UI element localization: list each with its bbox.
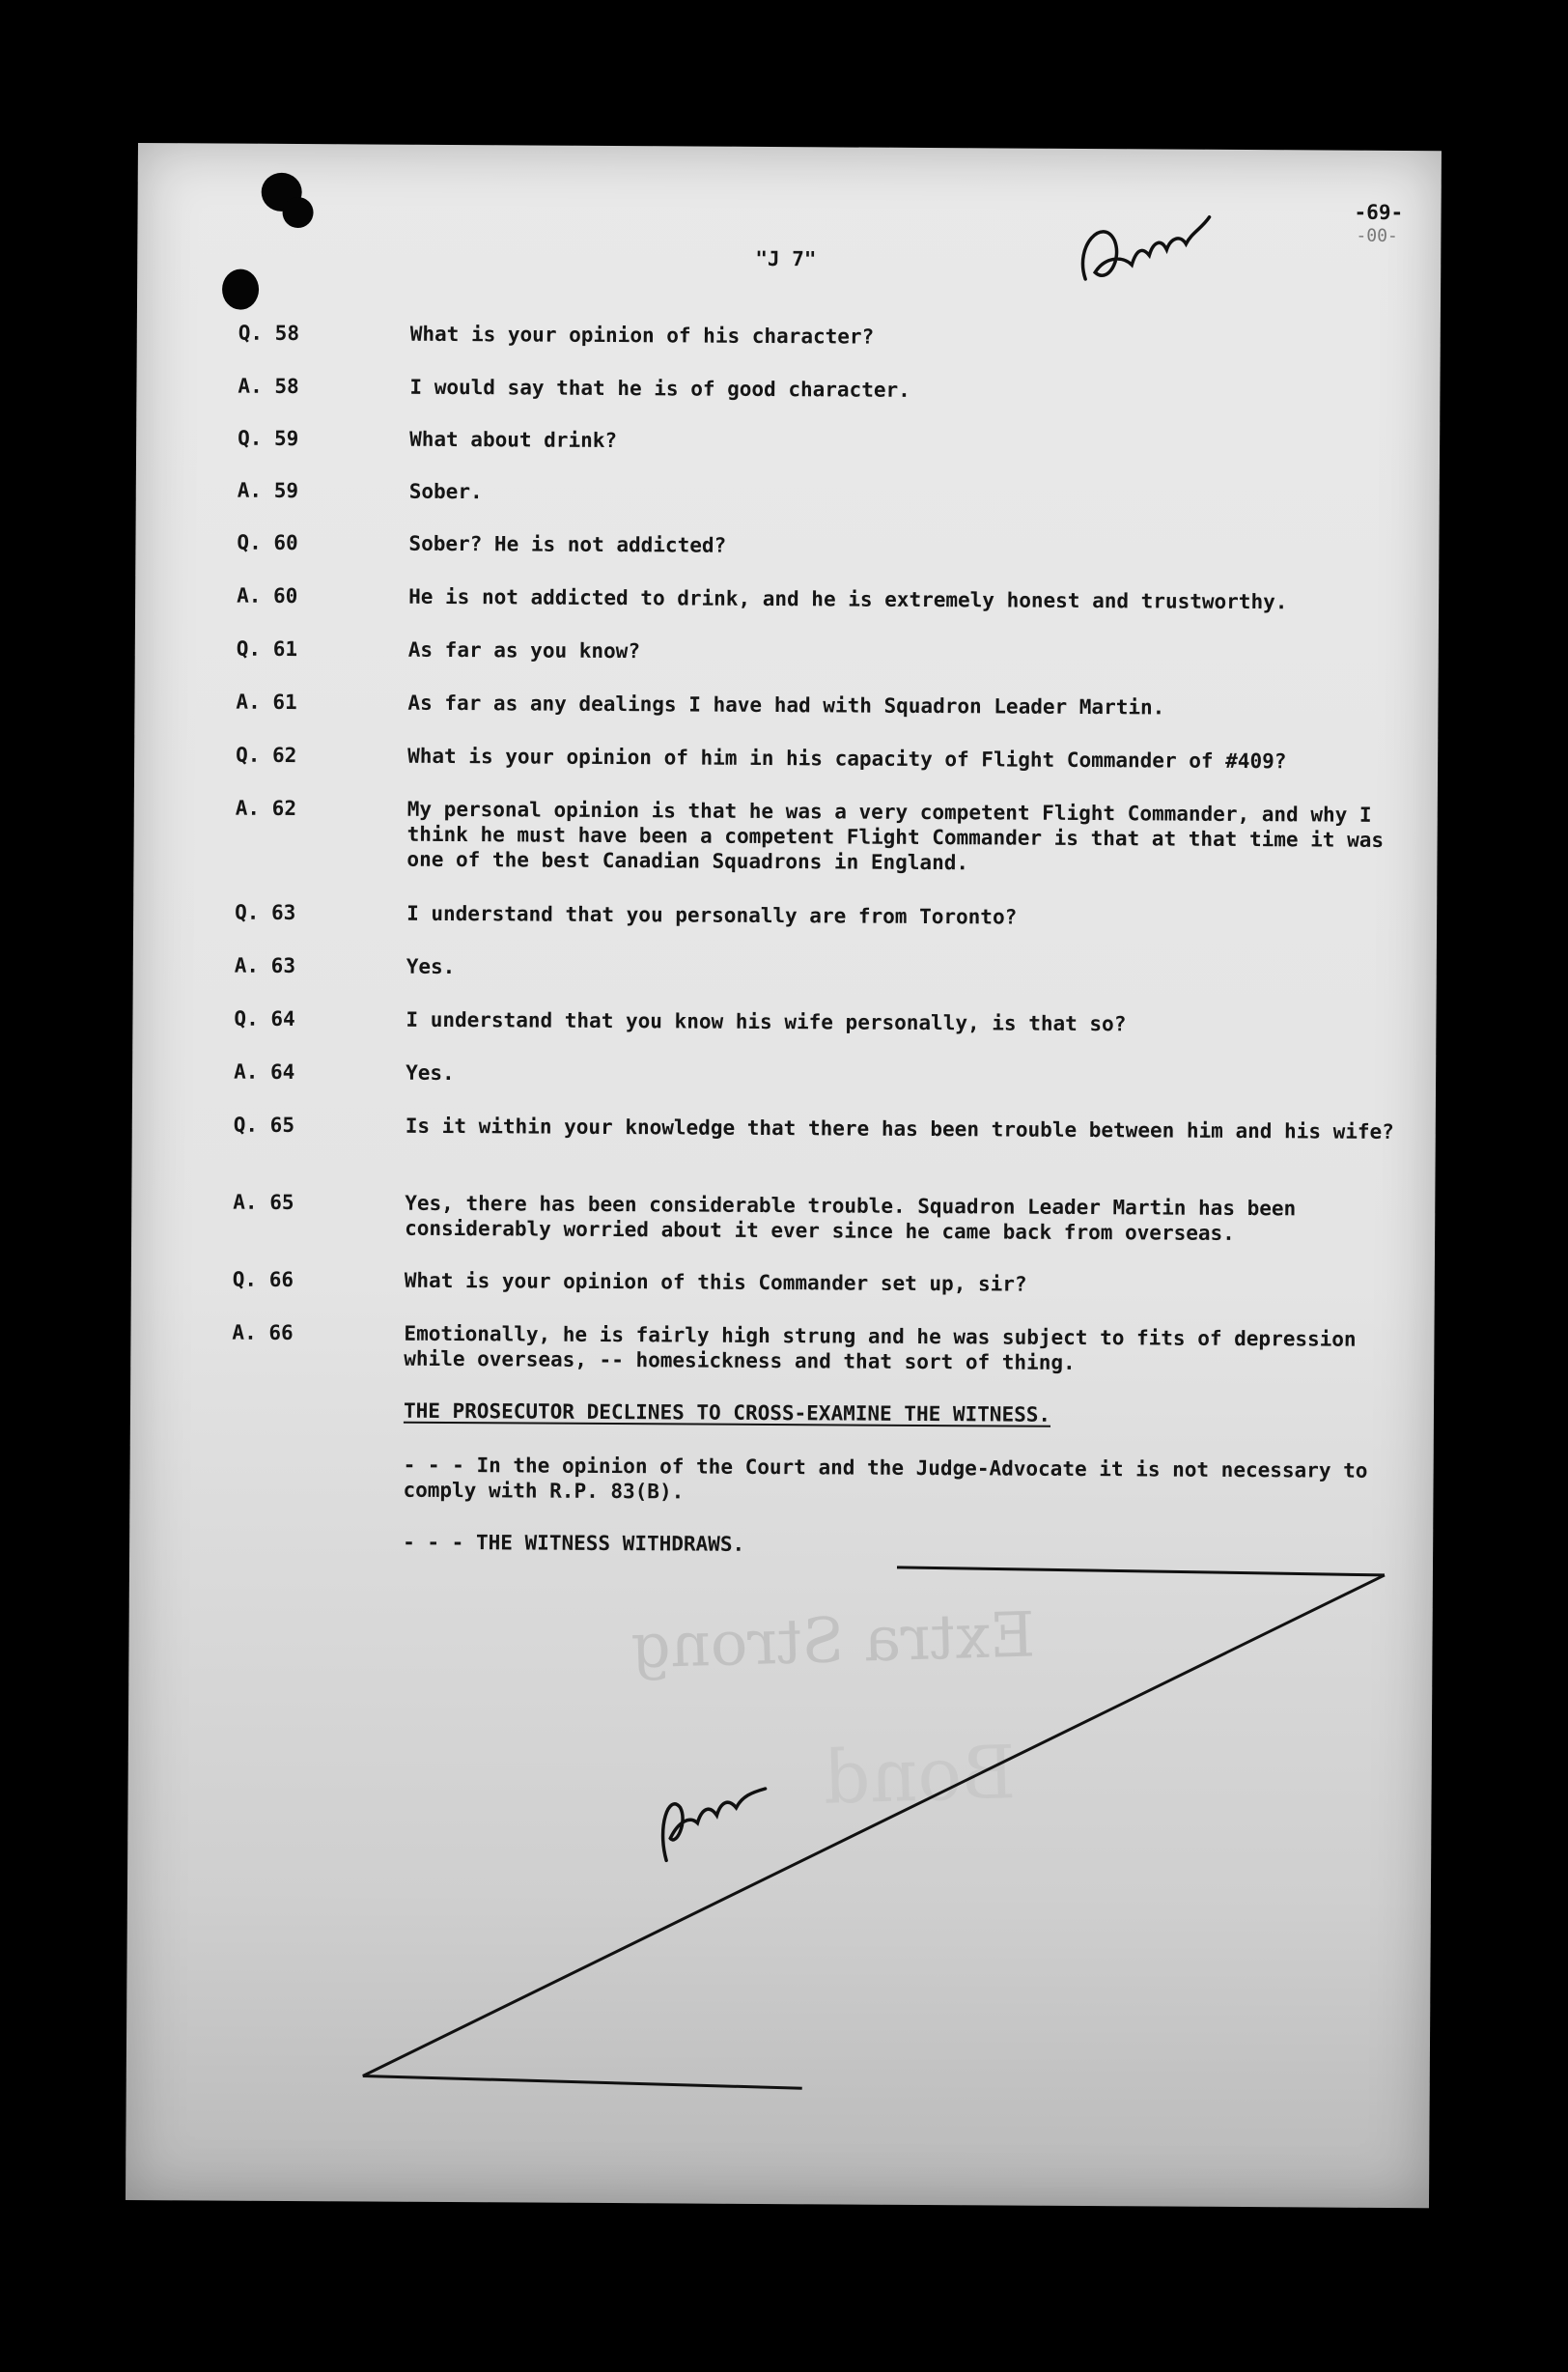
entry-text: My personal opinion is that he was a very competent Flight Commander, and why I think he must have been a competent Flight Commander is that at that time it was one of the best Canadian Squadrons in England.	[406, 797, 1385, 875]
bleed-through-text-1: Extra Strong	[630, 1599, 1037, 1683]
entry-text: As far as any dealings I have had with Squadron Leader Martin.	[407, 691, 1165, 720]
entry-text: Yes.	[406, 1060, 455, 1086]
entry-text: As far as you know?	[407, 637, 641, 664]
entry-label: Q. 63	[235, 900, 296, 925]
entry-label: Q. 65	[233, 1113, 295, 1138]
cancellation-marks	[126, 143, 1442, 2208]
entry-text: I understand that you know his wife personally, is that so?	[406, 1007, 1127, 1036]
entry-label: Q. 59	[238, 426, 299, 451]
entry-label: A. 61	[236, 690, 297, 715]
entry-text: What about drink?	[409, 427, 618, 453]
entry-label: Q. 60	[237, 530, 298, 555]
entry-label: Q. 66	[232, 1267, 294, 1292]
prosecutor-declines-line: THE PROSECUTOR DECLINES TO CROSS-EXAMINE THE WITNESS.	[403, 1398, 1051, 1426]
paper-sheet	[126, 143, 1442, 2208]
entry-text: What is your opinion of him in his capacity of Flight Commander of #409?	[407, 744, 1287, 774]
entry-label: Q. 64	[234, 1006, 295, 1031]
court-opinion-line: - - - In the opinion of the Court and the Judge-Advocate it is not necessary to comply with R.P. 83(B).	[403, 1453, 1368, 1504]
exhibit-header: "J 7"	[755, 246, 817, 271]
entry-text: I would say that he is of good character.	[409, 375, 910, 402]
bleed-through-text-2: Bond	[822, 1729, 1018, 1821]
entry-text: What is your opinion of this Commander set up, sir?	[404, 1268, 1027, 1296]
entry-text: Sober.	[408, 479, 483, 504]
entry-text: He is not addicted to drink, and he is extremely honest and trustworthy.	[408, 584, 1288, 614]
entry-label: A. 65	[233, 1190, 294, 1215]
entry-label: Q. 61	[236, 636, 298, 662]
entry-label: A. 58	[238, 374, 299, 399]
entry-label: A. 63	[234, 953, 296, 978]
entry-text: Is it within your knowledge that there has been trouble between him and his wife?	[405, 1114, 1394, 1144]
entry-text: I understand that you personally are from Toronto?	[406, 901, 1018, 929]
entry-label: Q. 58	[238, 321, 300, 346]
entry-label: A. 62	[235, 796, 297, 821]
entry-label: Q. 62	[236, 743, 297, 768]
entry-label: A. 66	[232, 1320, 294, 1345]
page-number: -69-	[1354, 200, 1404, 225]
entry-text: Yes, there has been considerable trouble. Squadron Leader Martin has been considerably worried about it ever since he came back from overseas.	[405, 1191, 1297, 1245]
entry-text: What is your opinion of his character?	[409, 322, 875, 349]
entry-label: A. 64	[234, 1059, 295, 1085]
entry-text: Yes.	[406, 954, 456, 979]
entry-text: Emotionally, he is fairly high strung and he was subject to fits of depression while overseas, -- homesickness and that sort of thing.	[404, 1321, 1357, 1374]
witness-withdraws-line: - - - THE WITNESS WITHDRAWS.	[403, 1530, 745, 1556]
page-number-struck: -00-	[1356, 225, 1398, 246]
entry-label: A. 60	[237, 583, 298, 608]
entry-text: Sober? He is not addicted?	[408, 531, 727, 557]
entry-label: A. 59	[237, 478, 299, 503]
